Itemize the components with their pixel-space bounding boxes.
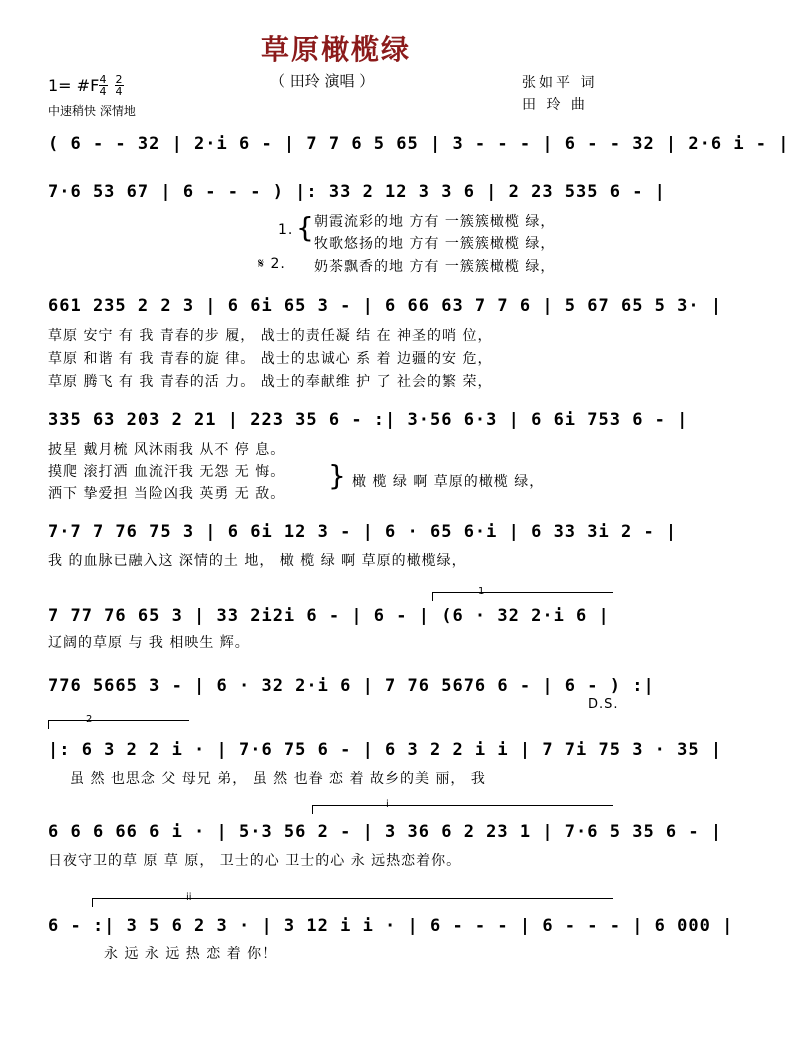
notation-row-2: 7·6 53 67 | 6 - - - ) |: 33 2 12 3 3 6 | 2 23 535 6 - | xyxy=(48,182,666,202)
notation-row-5: 7·7 7 76 75 3 | 6 6i 12 3 - | 6 · 65 6·i | 6 33 3i 2 - | xyxy=(48,522,678,542)
composer-credit: 田 玲 曲 xyxy=(522,97,588,113)
notation-row-9: 6 6 6 66 6 i · | 5·3 56 2 - | 3 36 6 2 23 1 | 7·6 5 35 6 - | xyxy=(48,822,723,842)
lyric-line-3c: 草原 腾飞 有 我 青春的活 力。 战士的奉献维 护 了 社会的繁 荣， xyxy=(48,374,493,390)
lyric-line-10: 永 远 永 远 热 恋 着 你！ xyxy=(104,946,278,962)
lyric-line-3b: 草原 和谐 有 我 青春的旋 律。 战士的忠诚心 系 着 边疆的安 危， xyxy=(48,351,493,367)
verse-brace: { xyxy=(296,211,314,244)
volta-bracket-2 xyxy=(48,720,189,729)
lyric-verse-1b: 牧歌悠扬的地 方有 一簇簇橄榄 绿， xyxy=(314,236,556,252)
lyric-refrain: 橄 榄 绿 啊 草原的橄榄 绿， xyxy=(352,474,545,490)
volta-bracket-1 xyxy=(432,592,613,601)
lyric-line-4a: 披星 戴月梳 风沐雨我 从不 停 息。 xyxy=(48,442,286,458)
tempo-marking: 中速稍快 深情地 xyxy=(48,104,136,118)
verse-1-number: 1. xyxy=(278,222,294,238)
volta-number-ii: ii xyxy=(186,892,192,903)
notation-row-6: 7 77 76 65 3 | 33 2i2i 6 - | 6 - | (6 · 32 2·i 6 | xyxy=(48,606,610,626)
volta-bracket-i xyxy=(312,805,613,814)
time-signature-4-4: 4 4 xyxy=(99,73,107,98)
notation-row-10: 6 - :| 3 5 6 2 3 · | 3 12 i i · | 6 - - - | 6 - - - | 6 000 | xyxy=(48,916,734,936)
lyric-line-9: 日夜守卫的草 原 草 原， 卫士的心 卫士的心 永 远热恋着你。 xyxy=(48,853,462,869)
time-signature-2-4: 2 4 xyxy=(115,73,123,98)
notation-row-4: 335 63 203 2 21 | 223 35 6 - :| 3·56 6·3 | 6 6i 753 6 - | xyxy=(48,410,689,430)
lyric-line-4b: 摸爬 滚打洒 血流汗我 无怨 无 悔。 xyxy=(48,464,286,480)
notation-row-3: 661 235 2 2 3 | 6 6i 65 3 - | 6 66 63 7 7 6 | 5 67 65 5 3· | xyxy=(48,296,723,316)
lyric-line-6: 辽阔的草原 与 我 相映生 辉。 xyxy=(48,635,250,651)
notation-row-8: |: 6 3 2 2 i · | 7·6 75 6 - | 6 3 2 2 i i | 7 7i 75 3 · 35 | xyxy=(48,740,723,760)
singer-credit: （ 田玲 演唱 ） xyxy=(270,72,375,90)
dal-segno-mark: D.S. xyxy=(588,697,619,712)
refrain-brace: } xyxy=(328,459,346,492)
lyric-line-8: 虽 然 也思念 父 母兄 弟， 虽 然 也眷 恋 着 故乡的美 丽， 我 xyxy=(70,771,486,787)
lyric-verse-2: 奶茶飘香的地 方有 一簇簇橄榄 绿， xyxy=(314,259,556,275)
volta-bracket-ii xyxy=(92,898,613,907)
volta-number-1: 1 xyxy=(478,586,485,597)
volta-number-2: 2 xyxy=(86,714,93,725)
lyric-verse-1a: 朝霞流彩的地 方有 一簇簇橄榄 绿， xyxy=(314,214,556,230)
lyric-line-4c: 洒下 挚爱担 当险凶我 英勇 无 敌。 xyxy=(48,486,286,502)
lyric-line-5: 我 的血脉已融入这 深情的土 地， 橄 榄 绿 啊 草原的橄榄绿， xyxy=(48,553,467,569)
notation-row-1: ( 6 - - 32 | 2·i 6 - | 7 7 6 5 65 | 3 - - - | 6 - - 32 | 2·6 i - | xyxy=(48,134,790,154)
notation-row-7: 776 5665 3 - | 6 · 32 2·i 6 | 7 76 5676 6 - | 6 - ) :| xyxy=(48,676,655,696)
lyric-line-3a: 草原 安宁 有 我 青春的步 履， 战士的责任凝 结 在 神圣的哨 位， xyxy=(48,328,493,344)
volta-number-i: i xyxy=(386,799,389,810)
key-signature: 1= #F xyxy=(48,76,100,95)
song-title: 草原橄榄绿 xyxy=(260,33,411,66)
verse-2-segno-number: 𝄋 2. xyxy=(258,256,286,272)
lyricist-credit: 张如平 词 xyxy=(522,75,598,91)
